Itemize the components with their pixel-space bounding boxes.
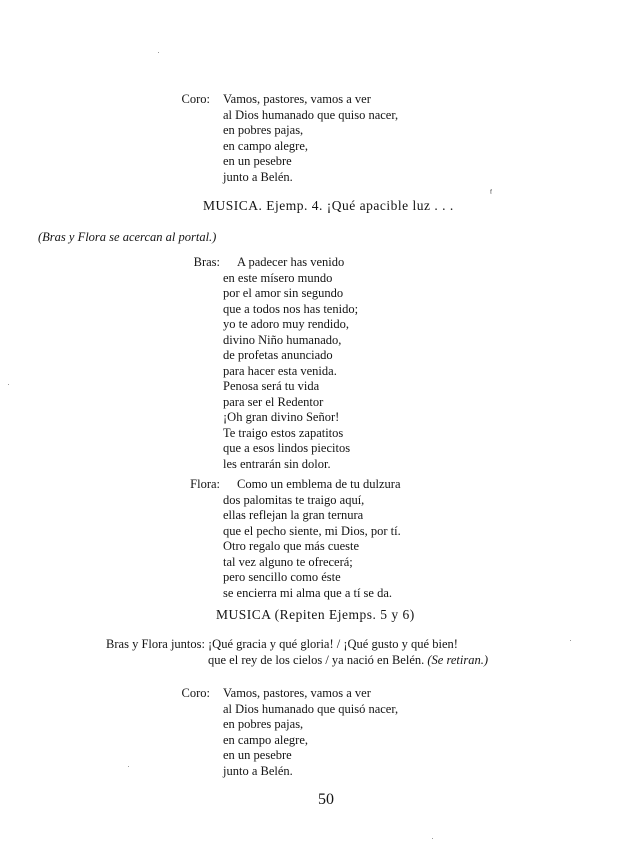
stage-direction: (Bras y Flora se acercan al portal.) (38, 230, 217, 244)
speaker-flora: Flora: (190, 477, 220, 491)
verse-line: que el rey de los cielos / ya nació en Belén. (208, 653, 425, 667)
scan-speck (570, 640, 571, 641)
speaker-coro: Coro: (181, 686, 210, 700)
verse-line: junto a Belén. (223, 763, 293, 778)
verse-line: Vamos, pastores, vamos a ver (223, 92, 371, 106)
verse-line: ¡Oh gran divino Señor! (223, 410, 340, 424)
verse-line: en un pesebre (223, 748, 292, 762)
verse-line: junto a Belén. (223, 169, 293, 184)
verse-line: Penosa será tu vida (223, 379, 320, 393)
verse-line: se encierra mi alma que a tí se da. (223, 585, 393, 600)
verse-block-flora (223, 477, 401, 601)
verse-line: en un pesebre (223, 154, 292, 168)
page-number: 50 (318, 791, 334, 808)
verse-line: ellas reflejan la gran ternura (223, 508, 364, 522)
scan-speck (128, 766, 129, 767)
verse-line: A padecer has venido (237, 255, 345, 269)
scan-speck (8, 384, 9, 385)
verse-line: divino Niño humanado, (223, 332, 342, 347)
music-heading: MUSICA (Repiten Ejemps. 5 y 6) (216, 607, 415, 622)
verse-block-bras (223, 255, 358, 472)
verse-line: por el amor sin segundo (223, 286, 344, 300)
verse-block-coro-2 (223, 686, 398, 779)
verse-line-with-direction (208, 653, 488, 669)
verse-line: yo te adoro muy rendido, (223, 317, 350, 331)
scan-speck (432, 838, 433, 839)
verse-block-coro-1 (223, 92, 398, 185)
verse-line: que el pecho siente, mi Dios, por tí. (223, 523, 401, 538)
scan-speck (158, 52, 159, 53)
speaker-coro: Coro: (181, 92, 210, 106)
verse-line: en campo alegre, (223, 138, 309, 153)
verse-line: dos palomitas te traigo aquí, (223, 492, 365, 507)
verse-line: les entrarán sin dolor. (223, 456, 331, 471)
speaker-bras-y-flora: Bras y Flora juntos: (106, 637, 205, 651)
verse-line: en pobres pajas, (223, 717, 304, 731)
verse-line: en este mísero mundo (223, 270, 333, 285)
verse-line: Otro regalo que más cueste (223, 539, 360, 553)
music-heading: MUSICA. Ejemp. 4. ¡Qué apacible luz . . . (203, 198, 454, 213)
verse-line: de profetas anunciado (223, 348, 333, 362)
verse-line: en campo alegre, (223, 732, 309, 747)
verse-line: al Dios humanado que quisó nacer, (223, 701, 399, 716)
verse-line: Vamos, pastores, vamos a ver (223, 686, 371, 700)
verse-line: para hacer esta venida. (223, 363, 337, 378)
verse-line: que a esos lindos piecitos (223, 441, 351, 455)
verse-line: para ser el Redentor (223, 394, 324, 409)
verse-line: en pobres pajas, (223, 123, 304, 137)
verse-line: que a todos nos has tenido; (223, 301, 359, 316)
ink-mark: ᶠ (490, 188, 493, 199)
verse-line: al Dios humanado que quiso nacer, (223, 107, 399, 122)
verse-line: pero sencillo como éste (223, 570, 341, 584)
stage-direction: (Se retiran.) (427, 653, 489, 667)
speaker-bras: Bras: (193, 255, 220, 269)
verse-line: Como un emblema de tu dulzura (237, 477, 401, 491)
verse-line: tal vez alguno te ofrecerá; (223, 554, 353, 569)
verse-line: Te traigo estos zapatitos (223, 425, 344, 440)
verse-line: ¡Qué gracia y qué gloria! / ¡Qué gusto y qué bien! (208, 637, 458, 651)
